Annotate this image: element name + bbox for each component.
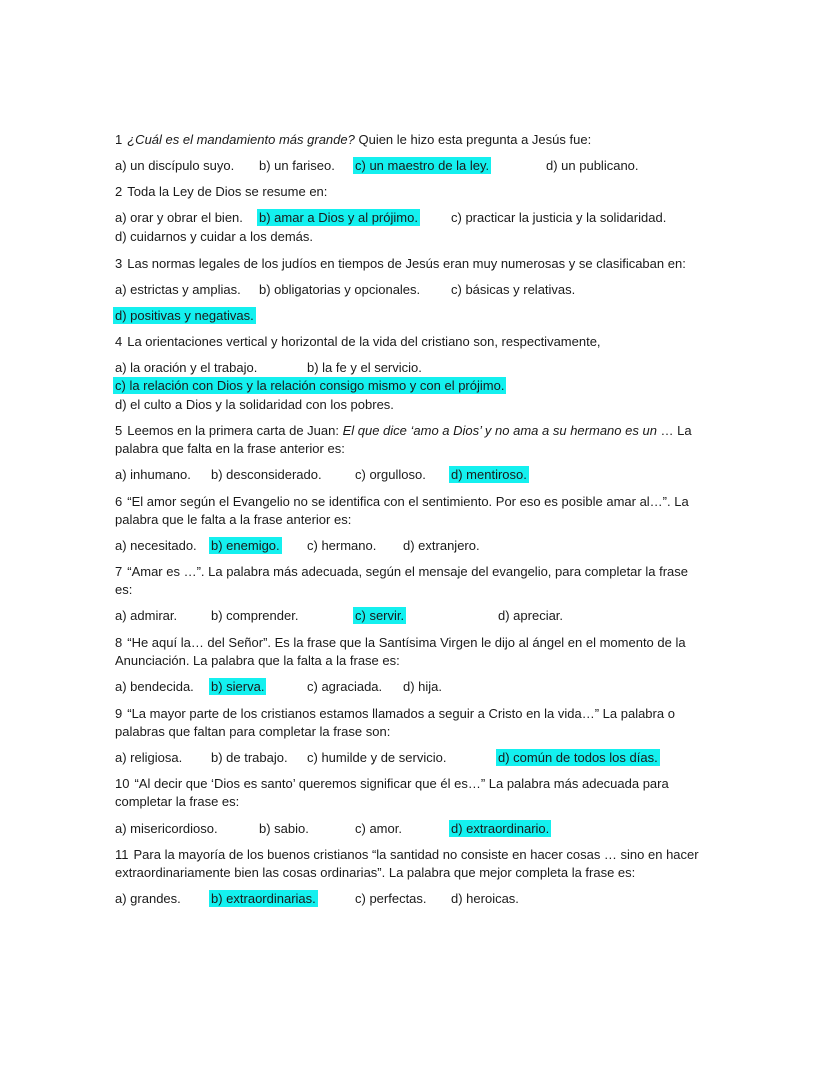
q4-option-d: d) el culto a Dios y la solidaridad con los pobres. [115, 397, 394, 412]
question-5-line-2: palabra que falta en la frase anterior es: [115, 441, 345, 456]
q11-option-d: d) heroicas. [451, 891, 519, 906]
q1-option-c-answer: c) un maestro de la ley. [355, 158, 490, 173]
question-7: 7 “Amar es …”. La palabra más adecuada, según el mensaje del evangelio, para completar la frase [115, 564, 688, 579]
q3-option-b: b) obligatorias y opcionales. [259, 282, 421, 297]
question-5: 5 Leemos en la primera carta de Juan: El que dice ‘amo a Dios’ y no ama a su hermano es un … La [115, 423, 692, 438]
q5-option-d-answer: d) mentiroso. [451, 467, 527, 482]
question-6: 6 “El amor según el Evangelio no se identifica con el sentimiento. Por eso es posible amar al…”. La [115, 494, 689, 509]
q10-option-c: c) amor. [355, 821, 402, 836]
q6-option-a: a) necesitado. [115, 538, 197, 553]
question-8: 8 “He aquí la… del Señor”. Es la frase que la Santísima Virgen le dijo al ángel en el momento de la [115, 635, 686, 650]
q1-option-b: b) un fariseo. [259, 158, 335, 173]
q3-option-d-answer: d) positivas y negativas. [115, 308, 254, 323]
question-7-line-2: es: [115, 582, 133, 597]
question-1: 1 ¿Cuál es el mandamiento más grande? Quien le hizo esta pregunta a Jesús fue: [115, 132, 592, 147]
question-5-italic: El que dice ‘amo a Dios’ y no ama a su hermano es un [342, 423, 657, 438]
q1-option-d: d) un publicano. [546, 158, 639, 173]
question-2: 2 Toda la Ley de Dios se resume en: [115, 184, 328, 199]
question-10-line-2: completar la frase es: [115, 794, 240, 809]
q9-option-c: c) humilde y de servicio. [307, 750, 447, 765]
q6-option-c: c) hermano. [307, 538, 377, 553]
question-3-text: Las normas legales de los judíos en tiempos de Jesús eran muy numerosas y se clasificaban en: [127, 256, 686, 271]
q8-option-c: c) agraciada. [307, 679, 383, 694]
q3-option-a: a) estrictas y amplias. [115, 282, 241, 297]
question-11: 11 Para la mayoría de los buenos cristianos “la santidad no consiste en hacer cosas … sino en hacer [115, 847, 699, 862]
q8-option-a: a) bendecida. [115, 679, 194, 694]
q11-option-b-answer: b) extraordinarias. [211, 891, 316, 906]
question-8-line-2: Anunciación. La palabra que la falta a la frase es: [115, 653, 400, 668]
q11-option-c: c) perfectas. [355, 891, 427, 906]
q10-option-d-answer: d) extraordinario. [451, 821, 550, 836]
q9-option-d-answer: d) común de todos los días. [498, 750, 658, 765]
q7-option-d: d) apreciar. [498, 608, 564, 623]
question-4-text: La orientaciones vertical y horizontal de la vida del cristiano son, respectivamente, [127, 334, 601, 349]
q10-option-a: a) misericordioso. [115, 821, 218, 836]
question-2-text: Toda la Ley de Dios se resume en: [127, 184, 328, 199]
q11-option-a: a) grandes. [115, 891, 181, 906]
q4-option-a: a) la oración y el trabajo. [115, 360, 258, 375]
q5-option-b: b) desconsiderado. [211, 467, 322, 482]
question-1-italic: ¿Cuál es el mandamiento más grande? [127, 132, 355, 147]
q5-option-a: a) inhumano. [115, 467, 191, 482]
q2-option-b-answer: b) amar a Dios y al prójimo. [259, 210, 418, 225]
question-11-text: Para la mayoría de los buenos cristianos “la santidad no consiste en hacer cosas … sino en hacer [133, 847, 699, 862]
question-6-line-2: palabra que le falta a la frase anterior es: [115, 512, 352, 527]
q2-option-d: d) cuidarnos y cuidar a los demás. [115, 229, 313, 244]
q4-option-c-answer: c) la relación con Dios y la relación consigo mismo y con el prójimo. [115, 378, 505, 393]
q4-option-b: b) la fe y el servicio. [307, 360, 422, 375]
question-7-text: “Amar es …”. La palabra más adecuada, según el mensaje del evangelio, para completar la frase [127, 564, 688, 579]
q7-option-b: b) comprender. [211, 608, 299, 623]
question-1-text: Quien le hizo esta pregunta a Jesús fue: [354, 132, 592, 147]
q9-option-a: a) religiosa. [115, 750, 183, 765]
q8-option-d: d) hija. [403, 679, 443, 694]
question-9: 9 “La mayor parte de los cristianos estamos llamados a seguir a Cristo en la vida…” La palabra o [115, 706, 675, 721]
q10-option-b: b) sabio. [259, 821, 309, 836]
q5-option-c: c) orgulloso. [355, 467, 426, 482]
q7-option-c-answer: c) servir. [355, 608, 405, 623]
q9-option-b: b) de trabajo. [211, 750, 288, 765]
question-11-line-2: extraordinariamente bien las cosas ordinarias”. La palabra que mejor completa la frase es: [115, 865, 636, 880]
q8-option-b-answer: b) sierva. [211, 679, 265, 694]
q7-option-a: a) admirar. [115, 608, 178, 623]
question-9-text: “La mayor parte de los cristianos estamos llamados a seguir a Cristo en la vida…” La palabra o [127, 706, 675, 721]
q2-option-c: c) practicar la justicia y la solidaridad. [451, 210, 667, 225]
q6-option-b-answer: b) enemigo. [211, 538, 280, 553]
q1-option-a: a) un discípulo suyo. [115, 158, 235, 173]
question-8-text: “He aquí la… del Señor”. Es la frase que la Santísima Virgen le dijo al ángel en el momento de la [127, 635, 686, 650]
question-10: 10 “Al decir que ‘Dios es santo’ queremos significar que él es…” La palabra más adecuada para [115, 776, 669, 791]
q6-option-d: d) extranjero. [403, 538, 480, 553]
question-3: 3 Las normas legales de los judíos en tiempos de Jesús eran muy numerosas y se clasificaban en: [115, 256, 686, 271]
q3-option-c: c) básicas y relativas. [451, 282, 576, 297]
question-6-text: “El amor según el Evangelio no se identifica con el sentimiento. Por eso es posible amar al…”. La [127, 494, 689, 509]
question-10-text: “Al decir que ‘Dios es santo’ queremos significar que él es…” La palabra más adecuada para [134, 776, 669, 791]
question-9-line-2: palabras que faltan para completar la frase son: [115, 724, 391, 739]
question-4: 4 La orientaciones vertical y horizontal de la vida del cristiano son, respectivamente, [115, 334, 601, 349]
q2-option-a: a) orar y obrar el bien. [115, 210, 243, 225]
